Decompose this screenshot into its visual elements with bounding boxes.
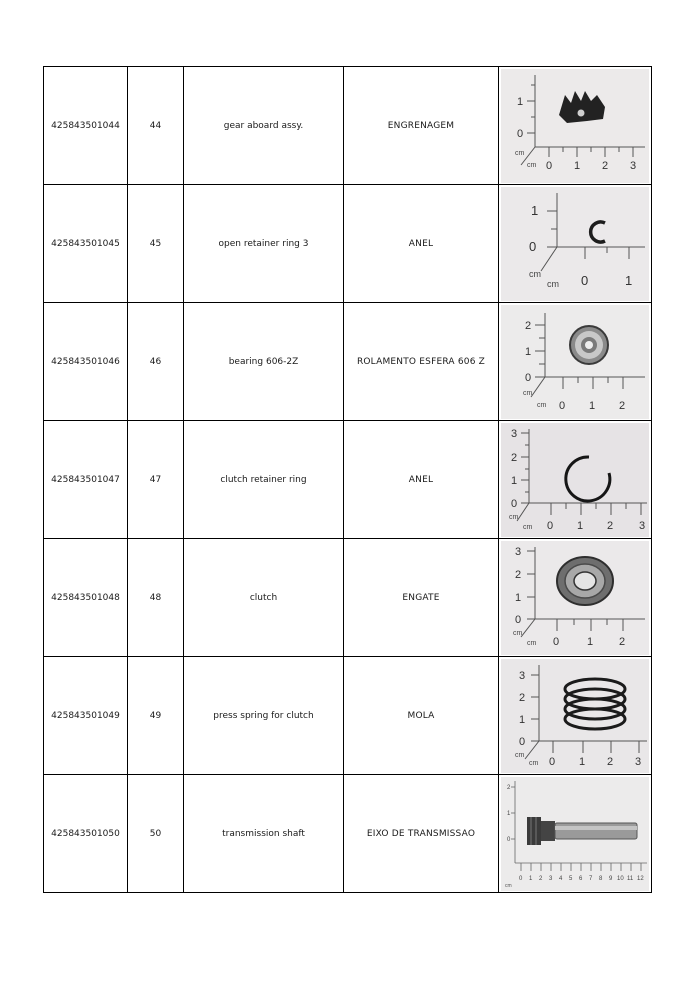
item-number-cell: 44 xyxy=(128,67,184,185)
scale-label-h: 10 xyxy=(617,875,624,882)
table-row xyxy=(44,657,652,775)
table-row xyxy=(44,303,652,421)
description-en-cell: open retainer ring 3 xyxy=(184,185,344,303)
scale-label-h: 8 xyxy=(599,875,603,882)
description-pt-cell: ENGRENAGEM xyxy=(344,67,499,185)
table-row xyxy=(44,185,652,303)
scale-label-v: 3 xyxy=(511,427,518,440)
scale-label-v: 2 xyxy=(525,319,532,332)
scale-label-h: 3 xyxy=(549,875,553,882)
scale-label-h: 1 xyxy=(577,519,584,532)
scale-label-v: 0 xyxy=(525,371,532,384)
scale-label-v: 2 xyxy=(519,691,526,704)
scale-label-v: 0 xyxy=(507,836,511,843)
scale-unit: cm xyxy=(529,759,539,767)
scale-label-h: 2 xyxy=(607,755,614,768)
spring-photo xyxy=(501,659,649,773)
scale-label-h: 0 xyxy=(546,159,553,172)
scale-label-h: 2 xyxy=(539,875,543,882)
scale-label-h: 1 xyxy=(579,755,586,768)
part-photo-cell xyxy=(499,421,652,539)
scale-label-h: 0 xyxy=(581,272,589,288)
gear-photo xyxy=(501,69,649,183)
part-code-cell: 425843501046 xyxy=(44,303,128,421)
scale-unit: cm xyxy=(513,629,523,637)
scale-label-h: 2 xyxy=(619,399,626,412)
description-en-cell: clutch xyxy=(184,539,344,657)
scale-label-v: 0 xyxy=(515,613,522,626)
scale-label-v: 1 xyxy=(517,95,524,108)
description-pt-cell: ANEL xyxy=(344,185,499,303)
scale-unit: cm xyxy=(509,513,519,521)
part-photo-cell xyxy=(499,775,652,893)
scale-label-h: 0 xyxy=(559,399,566,412)
scale-label-h: 11 xyxy=(627,875,634,882)
bearing-photo xyxy=(501,305,649,419)
part-photo-cell xyxy=(499,303,652,421)
item-number-cell: 50 xyxy=(128,775,184,893)
table-row xyxy=(44,775,652,893)
scale-label-h: 6 xyxy=(579,875,583,882)
scale-label-v: 1 xyxy=(515,591,522,604)
part-photo-cell xyxy=(499,539,652,657)
part-code-cell: 425843501045 xyxy=(44,185,128,303)
scale-label-v: 1 xyxy=(525,345,532,358)
part-code-cell: 425843501047 xyxy=(44,421,128,539)
item-number-cell: 47 xyxy=(128,421,184,539)
item-number-cell: 49 xyxy=(128,657,184,775)
scale-label-v: 2 xyxy=(507,784,511,791)
parts-table xyxy=(43,66,652,893)
scale-label-h: 3 xyxy=(639,519,646,532)
scale-label-h: 3 xyxy=(630,159,637,172)
scale-label-h: 0 xyxy=(549,755,556,768)
scale-label-v: 1 xyxy=(519,713,526,726)
description-en-cell: press spring for clutch xyxy=(184,657,344,775)
part-code-cell: 425843501049 xyxy=(44,657,128,775)
scale-unit: cm xyxy=(523,389,533,397)
scale-label-v: 2 xyxy=(515,568,522,581)
part-photo-cell xyxy=(499,67,652,185)
scale-label-v: 0 xyxy=(511,497,518,510)
description-en-cell: bearing 606-2Z xyxy=(184,303,344,421)
description-en-cell: gear aboard assy. xyxy=(184,67,344,185)
transmission-shaft-photo xyxy=(501,777,649,891)
scale-label-h: 5 xyxy=(569,875,573,882)
scale-unit: cm xyxy=(505,882,512,889)
scale-label-h: 1 xyxy=(587,635,594,648)
part-code-cell: 425843501044 xyxy=(44,67,128,185)
table-row xyxy=(44,67,652,185)
item-number-cell: 46 xyxy=(128,303,184,421)
scale-label-h: 0 xyxy=(547,519,554,532)
scale-label-h: 1 xyxy=(529,875,533,882)
scale-label-v: 1 xyxy=(511,474,518,487)
scale-unit: cm xyxy=(515,751,525,759)
scale-label-v: 3 xyxy=(515,545,522,558)
table-row xyxy=(44,421,652,539)
retainer-ring-photo xyxy=(501,423,649,537)
scale-label-h: 1 xyxy=(589,399,596,412)
scale-label-v: 2 xyxy=(511,451,518,464)
scale-label-h: 0 xyxy=(519,875,523,882)
description-pt-cell: ANEL xyxy=(344,421,499,539)
scale-label-h: 0 xyxy=(553,635,560,648)
description-en-cell: clutch retainer ring xyxy=(184,421,344,539)
description-pt-cell: ROLAMENTO ESFERA 606 Z xyxy=(344,303,499,421)
scale-label-v: 0 xyxy=(517,127,524,140)
scale-label-v: 1 xyxy=(531,202,539,218)
item-number-cell: 45 xyxy=(128,185,184,303)
scale-label-h: 7 xyxy=(589,875,593,882)
scale-unit: cm xyxy=(523,523,533,531)
scale-unit: cm xyxy=(547,278,559,289)
table-row xyxy=(44,539,652,657)
scale-unit: cm xyxy=(529,268,541,279)
part-code-cell: 425843501050 xyxy=(44,775,128,893)
description-pt-cell: EIXO DE TRANSMISSAO xyxy=(344,775,499,893)
scale-label-h: 9 xyxy=(609,875,613,882)
scale-label-v: 0 xyxy=(529,238,537,254)
part-code-cell: 425843501048 xyxy=(44,539,128,657)
scale-label-h: 2 xyxy=(619,635,626,648)
clutch-photo xyxy=(501,541,649,655)
scale-label-v: 0 xyxy=(519,735,526,748)
scale-label-h: 3 xyxy=(635,755,642,768)
scale-unit: cm xyxy=(527,639,537,647)
scale-label-h: 1 xyxy=(574,159,581,172)
part-photo-cell xyxy=(499,185,652,303)
description-en-cell: transmission shaft xyxy=(184,775,344,893)
scale-label-v: 3 xyxy=(519,669,526,682)
scale-label-h: 2 xyxy=(602,159,609,172)
scale-label-h: 2 xyxy=(607,519,614,532)
scale-unit: cm xyxy=(537,401,547,409)
item-number-cell: 48 xyxy=(128,539,184,657)
open-ring-photo xyxy=(501,187,649,301)
part-photo-cell xyxy=(499,657,652,775)
scale-label-h: 4 xyxy=(559,875,563,882)
scale-unit: cm xyxy=(515,149,525,157)
scale-label-h: 12 xyxy=(637,875,644,882)
scale-unit: cm xyxy=(527,161,537,169)
description-pt-cell: ENGATE xyxy=(344,539,499,657)
scale-label-v: 1 xyxy=(507,810,511,817)
scale-label-h: 1 xyxy=(625,272,633,288)
description-pt-cell: MOLA xyxy=(344,657,499,775)
